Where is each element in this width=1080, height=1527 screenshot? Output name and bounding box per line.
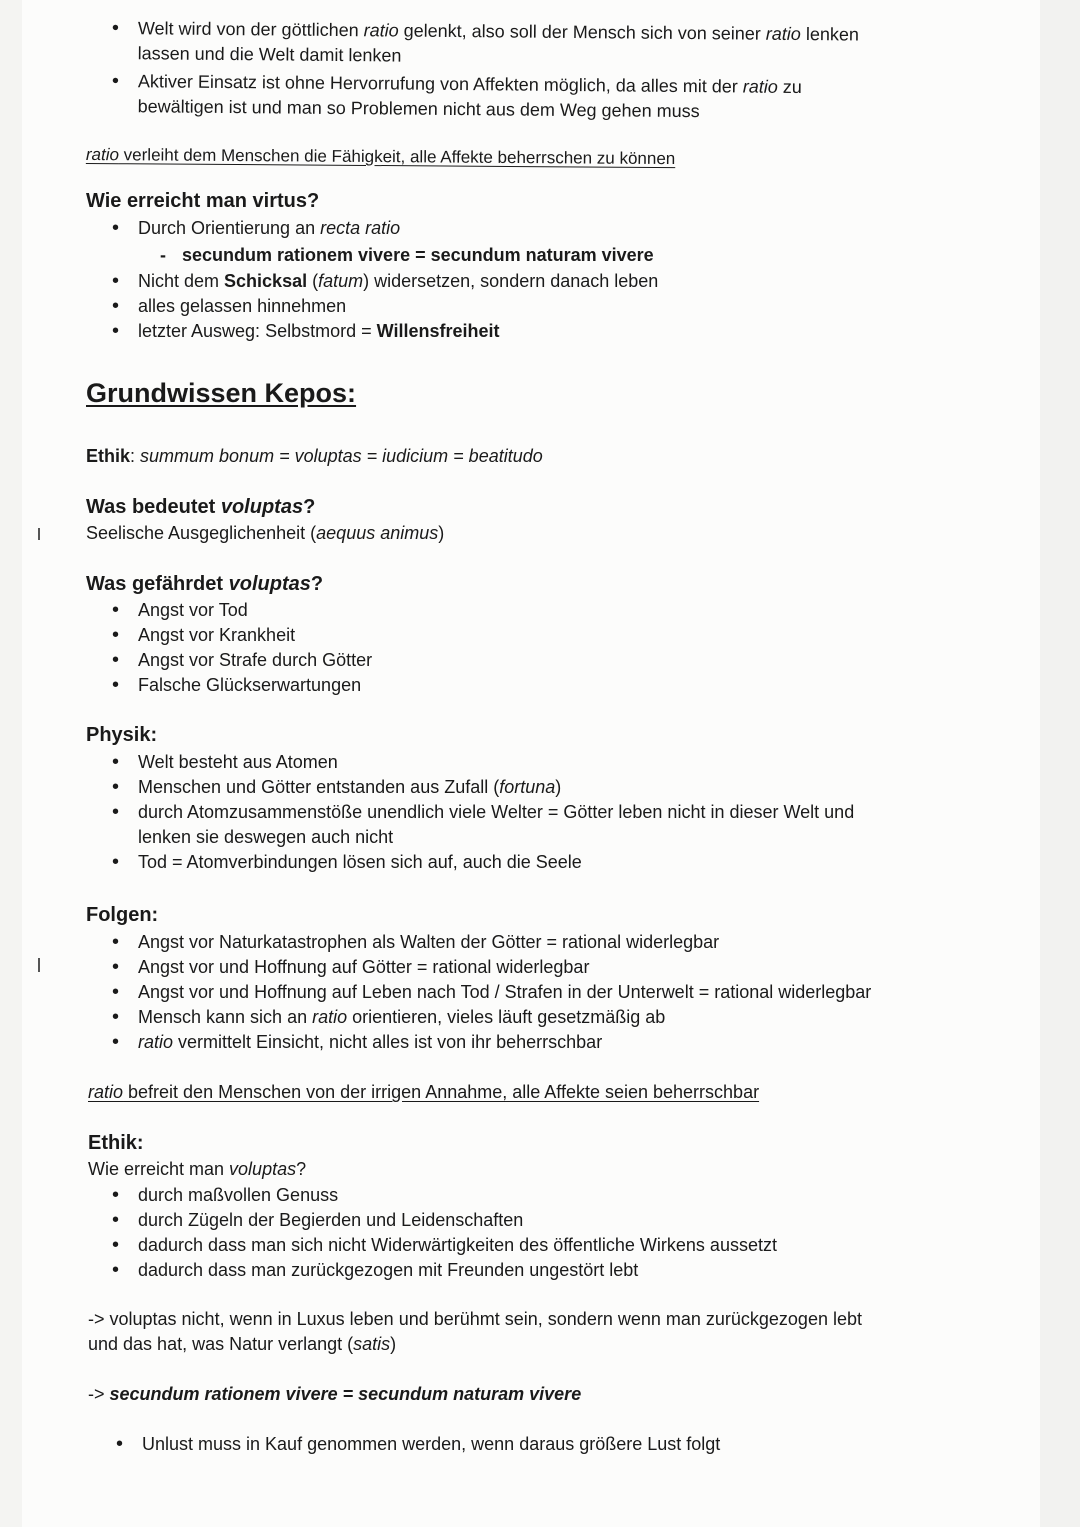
text: summum bonum = voluptas = iudicium = beatitudo bbox=[135, 446, 543, 466]
list-item: • Unlust muss in Kauf genommen werden, wenn daraus größere Lust folgt bbox=[116, 1432, 720, 1457]
voluptas-danger-heading bbox=[86, 571, 323, 597]
text: gelenkt, also soll der Mensch sich von seiner bbox=[398, 20, 766, 44]
kepos-summary bbox=[88, 1080, 759, 1105]
list-item: • durch maßvollen Genuss bbox=[112, 1183, 777, 1208]
text: Ethik bbox=[86, 446, 131, 466]
text: -> voluptas nicht, wenn in Luxus leben und berühmt sein, sondern wenn man zurückgezogen lebt und das hat, was Natur verlangt ( bbox=[88, 1309, 862, 1354]
text: ( bbox=[307, 271, 319, 291]
text: voluptas bbox=[229, 1159, 297, 1179]
text: Was bedeutet bbox=[86, 496, 221, 518]
list-item bbox=[112, 775, 902, 800]
list-item: • durch Zügeln der Begierden und Leidenschaften bbox=[112, 1208, 777, 1233]
list-item bbox=[112, 216, 400, 241]
ethik-last-list bbox=[116, 1432, 720, 1457]
list-item: • alles gelassen hinnehmen bbox=[112, 294, 658, 319]
text: voluptas bbox=[220, 496, 304, 518]
stoa-summary bbox=[86, 142, 676, 171]
stoa-top-list bbox=[112, 16, 882, 122]
text: Durch Orientierung an bbox=[138, 218, 321, 238]
text: letzter Ausweg: Selbstmord = bbox=[138, 321, 377, 341]
voluptas-question bbox=[86, 494, 315, 520]
virtus-heading: Wie erreicht man virtus? bbox=[86, 190, 320, 212]
text: ? bbox=[303, 496, 316, 518]
text: Welt wird von der göttlichen bbox=[137, 18, 364, 41]
list-item: • Angst vor Strafe durch Götter bbox=[112, 648, 372, 673]
text: befreit den Menschen von der irrigen Annahme, alle Affekte seien beherrschbar bbox=[123, 1082, 760, 1102]
folgen-list bbox=[112, 930, 871, 1055]
text: : bbox=[130, 446, 136, 466]
list-item bbox=[112, 16, 882, 73]
text: fortuna bbox=[499, 777, 556, 797]
text: Willensfreiheit bbox=[376, 321, 500, 341]
virtus-list-2 bbox=[112, 269, 658, 344]
virtus-list bbox=[112, 216, 400, 241]
text: ? bbox=[296, 1159, 307, 1179]
physik-heading: Physik: bbox=[86, 724, 158, 746]
text: Was gefährdet bbox=[86, 573, 229, 595]
text: aequus animus bbox=[316, 523, 439, 543]
list-item: • Angst vor Naturkatastrophen als Walten der Götter = rational widerlegbar bbox=[112, 930, 871, 955]
folgen-heading: Folgen: bbox=[86, 904, 159, 926]
list-item bbox=[112, 1005, 871, 1030]
list-item: • Tod = Atomverbindungen lösen sich auf, auch die Seele bbox=[112, 850, 902, 875]
text: ratio bbox=[138, 1032, 174, 1052]
text: zu bewältigen ist und man so Problemen nicht aus dem Weg gehen muss bbox=[137, 76, 802, 122]
voluptas-answer bbox=[86, 521, 444, 546]
text: ? bbox=[310, 573, 324, 595]
text: ratio bbox=[85, 144, 120, 165]
text: Wie erreicht man bbox=[88, 1159, 230, 1179]
list-item: • Angst vor Tod bbox=[112, 598, 372, 623]
text: orientieren, vieles läuft gesetzmäßig ab bbox=[347, 1007, 666, 1027]
text: -> bbox=[88, 1384, 110, 1404]
text: vermittelt Einsicht, nicht alles ist von ihr beherrschbar bbox=[173, 1032, 603, 1052]
list-item: • Welt besteht aus Atomen bbox=[112, 750, 902, 775]
text: ) widersetzen, sondern danach leben bbox=[363, 271, 659, 291]
list-item bbox=[112, 1030, 871, 1055]
text: Aktiver Einsatz ist ohne Hervorrufung von Affekten möglich, da alles mit der bbox=[137, 71, 743, 97]
text: ratio bbox=[742, 76, 778, 97]
text: satis bbox=[353, 1334, 391, 1354]
ethik-heading: Ethik: bbox=[88, 1132, 144, 1154]
text: Seelische Ausgeglichenheit ( bbox=[86, 523, 317, 543]
text: ratio bbox=[363, 20, 399, 41]
ethik-conclusion bbox=[88, 1307, 888, 1357]
text: lenken lassen und die Welt damit lenken bbox=[137, 24, 860, 66]
text: ) bbox=[390, 1334, 397, 1354]
text: ) bbox=[555, 777, 562, 797]
text: voluptas bbox=[228, 573, 311, 595]
kepos-title: Grundwissen Kepos: bbox=[86, 378, 357, 408]
list-item: • dadurch dass man sich nicht Widerwärtigkeiten des öffentliche Wirkens aussetzt bbox=[112, 1233, 777, 1258]
ethik-ways-list bbox=[112, 1183, 777, 1283]
physik-list bbox=[112, 750, 902, 875]
list-item: • Falsche Glückserwartungen bbox=[112, 673, 372, 698]
text: secundum rationem vivere = secundum naturam vivere bbox=[109, 1384, 582, 1404]
text: Mensch kann sich an bbox=[138, 1007, 313, 1027]
text: ratio bbox=[88, 1082, 124, 1102]
list-item bbox=[112, 269, 658, 294]
ethik-formula bbox=[86, 444, 543, 469]
list-item bbox=[112, 69, 828, 125]
text: Menschen und Götter entstanden aus Zufall ( bbox=[138, 777, 500, 797]
text: recta ratio bbox=[320, 218, 401, 238]
list-item: • Angst vor Krankheit bbox=[112, 623, 372, 648]
ethik-question bbox=[88, 1157, 306, 1182]
text: ratio bbox=[765, 23, 801, 45]
text: ) bbox=[438, 523, 445, 543]
list-item: • Angst vor und Hoffnung auf Götter = rational widerlegbar bbox=[112, 955, 871, 980]
text: verleiht dem Menschen die Fähigkeit, alle Affekte beherrschen zu können bbox=[118, 145, 676, 169]
list-item: • durch Atomzusammenstöße unendlich viele Welter = Götter leben nicht in dieser Welt und lenken sie deswegen auch nicht bbox=[112, 800, 868, 850]
virtus-sub-item bbox=[160, 243, 654, 268]
list-item bbox=[112, 319, 658, 344]
dangers-list bbox=[112, 598, 372, 698]
text: fatum bbox=[318, 271, 364, 291]
text: ratio bbox=[312, 1007, 348, 1027]
ethik-maxim bbox=[88, 1382, 581, 1407]
text: Nicht dem bbox=[138, 271, 225, 291]
list-item: • dadurch dass man zurückgezogen mit Freunden ungestört lebt bbox=[112, 1258, 777, 1283]
list-item: • Angst vor und Hoffnung auf Leben nach Tod / Strafen in der Unterwelt = rational widerlegbar bbox=[112, 980, 871, 1005]
text: secundum rationem vivere = secundum naturam vivere bbox=[182, 245, 654, 265]
text: Schicksal bbox=[224, 271, 308, 291]
